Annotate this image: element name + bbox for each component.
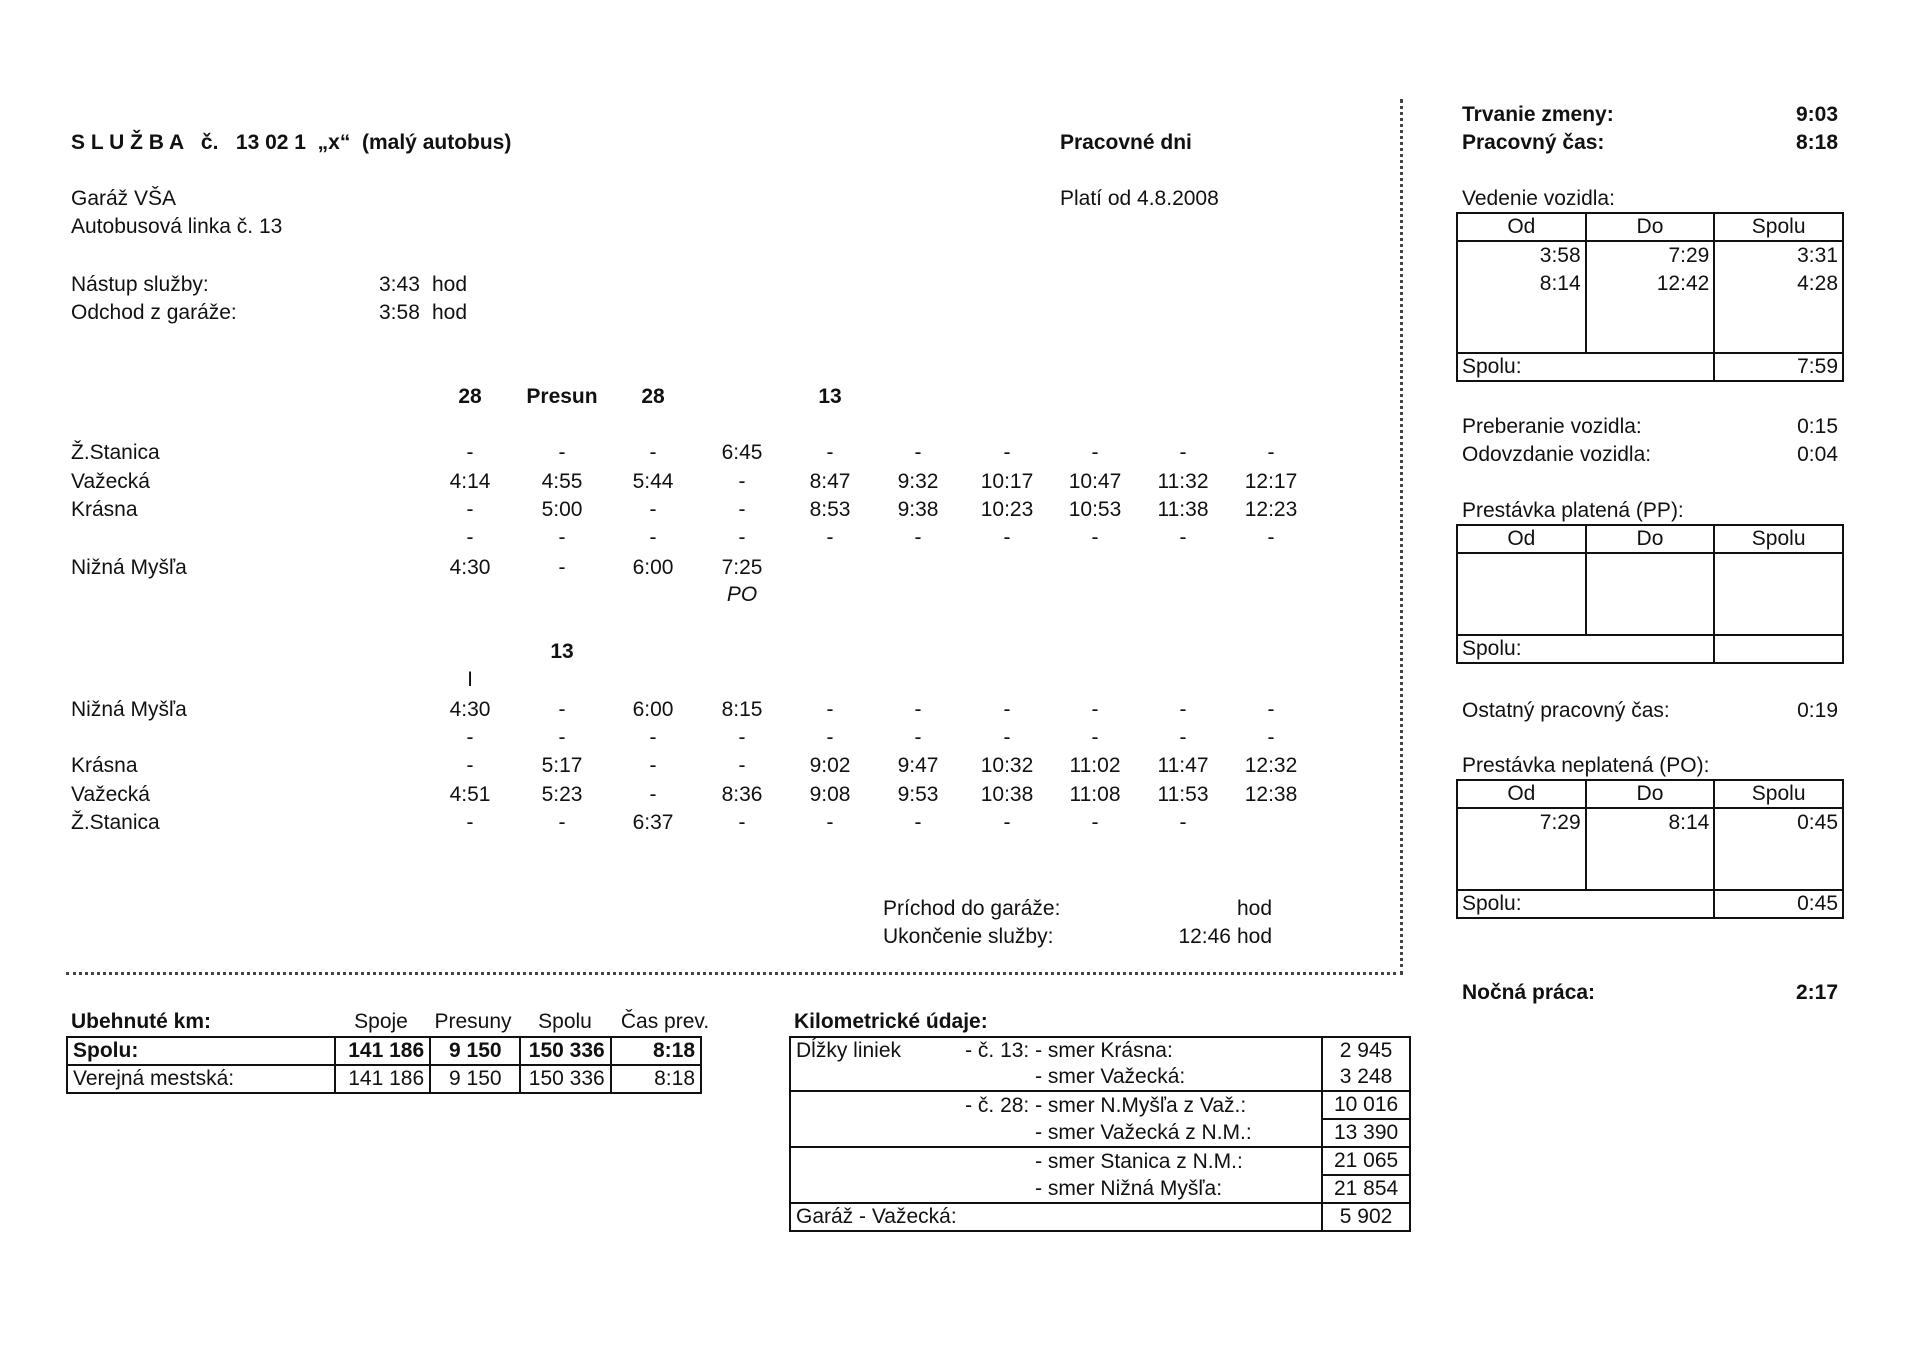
arrival-label: Príchod do garáže:	[883, 897, 1061, 920]
departure-time: -	[1003, 441, 1011, 464]
paid-break-spolu-cell	[1714, 553, 1843, 635]
departure-time: -	[1003, 526, 1011, 549]
departure-time: 8:47	[809, 470, 851, 493]
departure-time: -	[649, 754, 657, 777]
night-work-value: 2:17	[1795, 981, 1838, 1004]
departure-time: 4:30	[449, 556, 491, 579]
col-header-od: Od	[1457, 780, 1586, 808]
driving-od-cell	[1457, 241, 1586, 353]
departure-time: -	[826, 441, 834, 464]
departure-time: 6:00	[632, 556, 674, 579]
table-row	[790, 1147, 1410, 1175]
takeover-label: Preberanie vozidla:	[1462, 415, 1642, 438]
departure-time: -	[914, 698, 922, 721]
col-header-spolu: Spolu	[1714, 525, 1843, 553]
departure-time: -	[1091, 811, 1099, 834]
table-cell: 12:42	[1656, 272, 1710, 295]
driving-total-value: 7:59	[1714, 353, 1843, 381]
kilometric-value: 21 854	[1322, 1175, 1410, 1203]
driving-table	[1456, 212, 1844, 382]
departure-time: -	[649, 783, 657, 806]
route-marker: I	[467, 668, 473, 691]
departure-time: 11:38	[1157, 498, 1209, 521]
departure-time: -	[738, 470, 746, 493]
route-header: Presun	[526, 385, 598, 408]
km-cell: 8:18	[611, 1065, 701, 1093]
departure-time: -	[1091, 441, 1099, 464]
table-row	[790, 1203, 1410, 1231]
departure-time: -	[1267, 726, 1275, 749]
departure-time: -	[826, 698, 834, 721]
departure-time: 12:17	[1244, 470, 1298, 493]
kilometric-desc: - smer Važecká:	[969, 1064, 1322, 1091]
departure-time: 5:44	[632, 470, 674, 493]
start-label: Nástup služby:	[71, 273, 209, 296]
depart-value: 3:58	[379, 301, 420, 324]
departure-time: 6:37	[632, 811, 674, 834]
departure-time: -	[558, 441, 566, 464]
kilometric-value: 3 248	[1322, 1064, 1410, 1091]
work-time-value: 8:18	[1795, 131, 1838, 154]
departure-time: 4:51	[449, 783, 491, 806]
departure-time: -	[558, 811, 566, 834]
shift-duration-label: Trvanie zmeny:	[1462, 103, 1614, 126]
km-row-label: Verejná mestská:	[67, 1065, 335, 1093]
departure-time: -	[1091, 698, 1099, 721]
departure-time: -	[466, 526, 474, 549]
departure-time: -	[738, 811, 746, 834]
departure-time: -	[826, 726, 834, 749]
departure-time: 4:14	[449, 470, 491, 493]
departure-time: -	[649, 726, 657, 749]
station-label: Važecká	[71, 470, 150, 493]
departure-time: 11:32	[1157, 470, 1209, 493]
kilometric-value: 13 390	[1322, 1119, 1410, 1147]
departure-time: -	[826, 811, 834, 834]
departure-time: 10:53	[1068, 498, 1122, 521]
garage-distance-value: 5 902	[1322, 1203, 1410, 1231]
departure-time: -	[914, 726, 922, 749]
departure-time: 5:00	[541, 498, 583, 521]
route-header: 13	[818, 385, 842, 408]
departure-time: -	[1267, 441, 1275, 464]
kilometric-value: 2 945	[1322, 1037, 1410, 1064]
handover-label: Odovzdanie vozidla:	[1462, 443, 1652, 466]
end-value: 12:46	[1178, 925, 1231, 948]
desc-text: - č. 28: - smer N.Myšľa z Važ.:	[965, 1093, 1247, 1117]
station-label: Ž.Stanica	[71, 811, 160, 834]
valid-from: Platí od 4.8.2008	[1060, 187, 1219, 210]
departure-time: -	[1003, 698, 1011, 721]
unpaid-break-spolu-cell: 0:45	[1714, 808, 1843, 890]
departure-time: -	[466, 498, 474, 521]
col-header-do: Do	[1586, 213, 1715, 241]
table-row	[67, 1065, 701, 1093]
col-header-od: Od	[1457, 213, 1586, 241]
route-header: 28	[641, 385, 665, 408]
departure-time: -	[1267, 698, 1275, 721]
km-table	[66, 1036, 702, 1094]
departure-time: -	[1179, 698, 1187, 721]
station-label: Krásna	[71, 498, 138, 521]
departure-time: -	[649, 498, 657, 521]
departure-time: -	[1267, 526, 1275, 549]
departure-time: -	[558, 726, 566, 749]
km-cell: 150 336	[520, 1037, 610, 1065]
departure-time: 9:47	[897, 754, 939, 777]
table-row	[790, 1037, 1410, 1064]
departure-time: 9:53	[897, 783, 939, 806]
departure-time: -	[1091, 526, 1099, 549]
bus-line: Autobusová linka č. 13	[71, 215, 283, 238]
km-cell: 9 150	[430, 1065, 520, 1093]
end-label: Ukončenie služby:	[883, 925, 1054, 948]
service-title: S L U Ž B A č. 13 02 1 „x“ (malý autobus)	[71, 131, 512, 154]
paid-break-do-cell	[1586, 553, 1715, 635]
km-header-spolu: Spolu	[538, 1010, 592, 1033]
departure-time: -	[1091, 726, 1099, 749]
takeover-value: 0:15	[1797, 415, 1838, 438]
station-label: Ž.Stanica	[71, 441, 160, 464]
arrival-unit: hod	[1237, 897, 1273, 920]
departure-time: 10:17	[980, 470, 1034, 493]
departure-time: -	[738, 498, 746, 521]
driving-label: Vedenie vozidla:	[1462, 187, 1615, 210]
departure-time: 8:36	[721, 783, 763, 806]
start-value: 3:43	[379, 273, 420, 296]
departure-time: -	[649, 441, 657, 464]
departure-time: 12:38	[1244, 783, 1298, 806]
table-row	[67, 1037, 701, 1065]
departure-time: 4:30	[449, 698, 491, 721]
departure-time: -	[1003, 726, 1011, 749]
table-cell: 3:58	[1539, 244, 1581, 267]
kilometric-value: 10 016	[1322, 1091, 1410, 1119]
horizontal-separator	[66, 972, 1403, 975]
paid-break-total-label: Spolu:	[1457, 635, 1714, 663]
departure-time: 10:47	[1068, 470, 1122, 493]
station-label: Nižná Myšľa	[71, 698, 187, 721]
departure-time: -	[466, 754, 474, 777]
kilometric-label: Kilometrické údaje:	[794, 1010, 988, 1033]
departure-time: -	[914, 526, 922, 549]
departure-time: -	[914, 441, 922, 464]
unpaid-break-total-value: 0:45	[1714, 890, 1843, 918]
col-header-spolu: Spolu	[1714, 780, 1843, 808]
departure-time: 8:15	[721, 698, 763, 721]
departure-time: 7:25	[721, 556, 763, 579]
table-cell: 3:31	[1797, 244, 1838, 267]
night-work-label: Nočná práca:	[1462, 981, 1596, 1004]
departure-time: 11:08	[1069, 783, 1121, 806]
departure-time: -	[558, 698, 566, 721]
route-header: 13	[550, 640, 574, 663]
driving-spolu-cell	[1714, 241, 1843, 353]
departure-time: -	[738, 754, 746, 777]
empty-cell	[790, 1147, 969, 1175]
table-row	[790, 1175, 1410, 1203]
departure-time: -	[466, 441, 474, 464]
paid-break-label: Prestávka platená (PP):	[1462, 499, 1684, 522]
departure-time: 5:17	[541, 754, 583, 777]
table-row	[790, 1119, 1410, 1147]
driving-total-label: Spolu:	[1457, 353, 1714, 381]
end-unit: hod	[1237, 925, 1273, 948]
other-work-value: 0:19	[1797, 699, 1838, 722]
departure-time: 9:08	[809, 783, 851, 806]
table-cell: 7:29	[1668, 244, 1710, 267]
departure-time: -	[826, 526, 834, 549]
kilometric-desc: - smer Stanica z N.M.:	[969, 1147, 1322, 1175]
unpaid-break-od-cell: 7:29	[1457, 808, 1586, 890]
kilometric-desc	[965, 1037, 1322, 1064]
table-cell: 8:14	[1539, 272, 1581, 295]
km-cell: 150 336	[520, 1065, 610, 1093]
empty-cell	[790, 1119, 969, 1147]
station-label: Važecká	[71, 783, 150, 806]
departure-time: 11:47	[1157, 754, 1209, 777]
break-note: PO	[726, 583, 758, 606]
col-header-spolu: Spolu	[1714, 213, 1843, 241]
kilometric-desc: - smer Važecká z N.M.:	[969, 1119, 1322, 1147]
other-work-label: Ostatný pracovný čas:	[1462, 699, 1670, 722]
empty-cell	[790, 1091, 969, 1119]
departure-time: 6:00	[632, 698, 674, 721]
paid-break-od-cell	[1457, 553, 1586, 635]
depart-label: Odchod z garáže:	[71, 301, 237, 324]
km-header-cas-prev: Čas prev.	[620, 1010, 710, 1033]
departure-time: -	[466, 811, 474, 834]
departure-time: -	[558, 526, 566, 549]
departure-time: 9:38	[897, 498, 939, 521]
table-cell: 4:28	[1797, 272, 1838, 295]
kilometric-desc: - smer Nižná Myšľa:	[969, 1175, 1322, 1203]
departure-time: 9:32	[897, 470, 939, 493]
handover-value: 0:04	[1797, 443, 1838, 466]
km-cell: 9 150	[430, 1037, 520, 1065]
driving-do-cell	[1586, 241, 1715, 353]
departure-time: 12:32	[1244, 754, 1298, 777]
departure-time: -	[914, 811, 922, 834]
unpaid-break-table	[1456, 779, 1844, 919]
kilometric-table	[789, 1036, 1411, 1232]
unpaid-break-do-cell: 8:14	[1586, 808, 1715, 890]
empty-cell	[790, 1175, 969, 1203]
departure-time: -	[1179, 811, 1187, 834]
col-header-do: Do	[1586, 525, 1715, 553]
departure-time: 11:02	[1069, 754, 1121, 777]
table-row	[790, 1064, 1410, 1091]
station-label: Nižná Myšľa	[71, 556, 187, 579]
km-cell: 141 186	[335, 1065, 430, 1093]
shift-duration-value: 9:03	[1795, 103, 1838, 126]
departure-time: -	[558, 556, 566, 579]
departure-time: 6:45	[721, 441, 763, 464]
km-header-spoje: Spoje	[354, 1010, 408, 1033]
departure-time: 12:23	[1244, 498, 1298, 521]
km-cell: 8:18	[611, 1037, 701, 1065]
km-header-presuny: Presuny	[434, 1010, 512, 1033]
paid-break-table	[1456, 524, 1844, 664]
kilometric-desc	[965, 1091, 1322, 1119]
departure-time: 5:23	[541, 783, 583, 806]
kilometric-value: 21 065	[1322, 1147, 1410, 1175]
vertical-separator	[1400, 99, 1403, 975]
garage-distance-label: Garáž - Važecká:	[790, 1203, 1322, 1231]
unpaid-break-total-label: Spolu:	[1457, 890, 1714, 918]
col-header-do: Do	[1586, 780, 1715, 808]
departure-time: 4:55	[541, 470, 583, 493]
departure-time: 11:53	[1157, 783, 1209, 806]
paid-break-total-value	[1714, 635, 1843, 663]
departure-time: 8:53	[809, 498, 851, 521]
day-type: Pracovné dni	[1060, 131, 1192, 154]
departure-time: -	[1179, 441, 1187, 464]
station-label: Krásna	[71, 754, 138, 777]
departure-time: -	[649, 526, 657, 549]
departure-time: 9:02	[809, 754, 851, 777]
departure-time: 10:38	[980, 783, 1034, 806]
km-row-label: Spolu:	[67, 1037, 335, 1065]
departure-time: -	[738, 526, 746, 549]
unpaid-break-label: Prestávka neplatená (PO):	[1462, 754, 1710, 777]
departure-time: 10:32	[980, 754, 1034, 777]
work-time-label: Pracovný čas:	[1462, 131, 1605, 154]
depart-unit: hod	[432, 301, 468, 324]
col-header-od: Od	[1457, 525, 1586, 553]
departure-time: -	[1003, 811, 1011, 834]
departure-time: -	[1179, 726, 1187, 749]
start-unit: hod	[432, 273, 468, 296]
empty-cell	[790, 1064, 969, 1091]
departure-time: -	[466, 726, 474, 749]
table-row	[790, 1091, 1410, 1119]
departure-time: -	[738, 726, 746, 749]
line-lengths-label: Dĺžky liniek	[790, 1037, 969, 1064]
route-header: 28	[458, 385, 482, 408]
desc-text: - č. 13: - smer Krásna:	[965, 1039, 1173, 1062]
departure-time: -	[1179, 526, 1187, 549]
departure-time: 10:23	[980, 498, 1034, 521]
km-label: Ubehnuté km:	[71, 1010, 212, 1033]
km-cell: 141 186	[335, 1037, 430, 1065]
garage-name: Garáž VŠA	[71, 187, 177, 210]
